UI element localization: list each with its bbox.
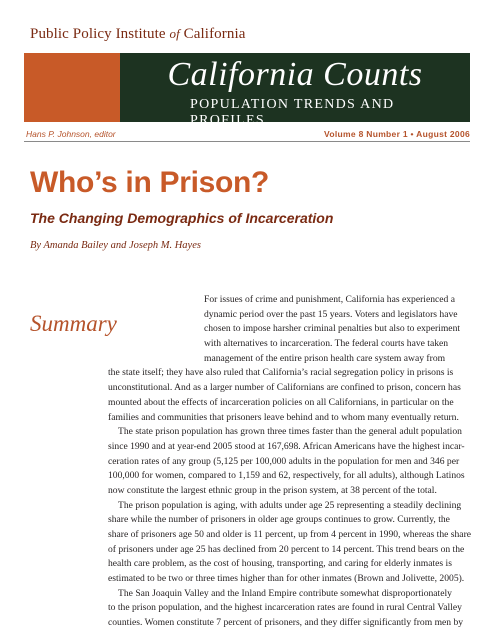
text-line: to the prison population, and the highest incarceration rates are found in rural Central Valley	[108, 602, 462, 614]
text-line: the state itself; they have also ruled that California’s racial segregation policy in prisons is	[108, 367, 454, 379]
publisher-name	[30, 26, 246, 43]
summary-body	[108, 293, 488, 631]
banner-subtitle: POPULATION TRENDS AND PROFILES	[190, 97, 395, 128]
publisher-of: of	[169, 26, 180, 41]
publisher-main: Public Policy Institute	[30, 26, 166, 42]
text-line: estimated to be two or three times higher than for other inmates (Brown and Jolivette, 2005).	[108, 573, 465, 585]
article-subtitle: The Changing Demographics of Incarceration	[30, 210, 334, 226]
issue-info: Volume 8 Number 1 • August 2006	[324, 129, 470, 139]
text-line: mounted about the effects of incarceration policies on all Californians, in particular on the	[108, 396, 454, 408]
article-byline: By Amanda Bailey and Joseph M. Hayes	[30, 240, 201, 251]
text-line: of prisoners under age 25 has declined from 20 percent to 14 percent. This trend bears on the	[108, 543, 465, 555]
text-line: The San Joaquin Valley and the Inland Empire contribute somewhat disproportionately	[118, 587, 452, 599]
text-line: The prison population is aging, with adults under age 25 representing a steadily declining	[118, 499, 462, 511]
summary-label: Summary	[30, 311, 117, 336]
text-line: with alternatives to incarceration. The federal courts have taken	[204, 338, 449, 350]
text-line: ceration rates of any group (5,125 per 100,000 adults in the population for men and 346 per	[108, 455, 460, 467]
text-line: counties. Women constitute 7 percent of prisoners, and they differ significantly from men by	[108, 617, 464, 629]
text-line: management of the entire prison health care system away from	[204, 352, 446, 364]
text-line: share of prisoners age 50 and older is 11 percent, up from 4 percent in 1990, whereas the share	[108, 529, 472, 540]
text-line: families and communities that prisoners leave behind and to whom many eventually return.	[108, 411, 459, 423]
text-line: now constitute the largest ethnic group in the prison system, at 38 percent of the total.	[108, 484, 437, 496]
editor-credit: Hans P. Johnson, editor	[26, 129, 116, 139]
text-line: share while the number of prisoners in older age groups continues to grow. Currently, the	[108, 514, 450, 526]
banner-accent-block	[24, 53, 120, 122]
text-line: chosen to impose harsher criminal penalties but also to experiment	[204, 323, 461, 335]
article-title: Who’s in Prison?	[30, 166, 270, 199]
header-divider	[24, 141, 470, 142]
text-line: unconstitutional. And as a larger number of Californians are confined to prison, concern has	[108, 382, 461, 394]
banner-title: California Counts	[167, 56, 423, 93]
text-line: health care problem, as the cost of housing, transporting, and caring for elderly inmates is	[108, 558, 452, 570]
text-line: 100,000 for women, compared to 1,159 and 62, respectively, for all adults), although Latinos	[108, 470, 465, 482]
text-line: The state prison population has grown three times faster than the general adult population	[118, 426, 462, 438]
text-line: since 1990 and at year-end 2005 stood at 167,698. African Americans have the highest incar-	[108, 440, 465, 452]
publisher-end: California	[183, 26, 246, 42]
text-line: dynamic period over the past 15 years. Voters and legislators have	[204, 308, 458, 320]
text-line: For issues of crime and punishment, California has experienced a	[204, 294, 455, 305]
